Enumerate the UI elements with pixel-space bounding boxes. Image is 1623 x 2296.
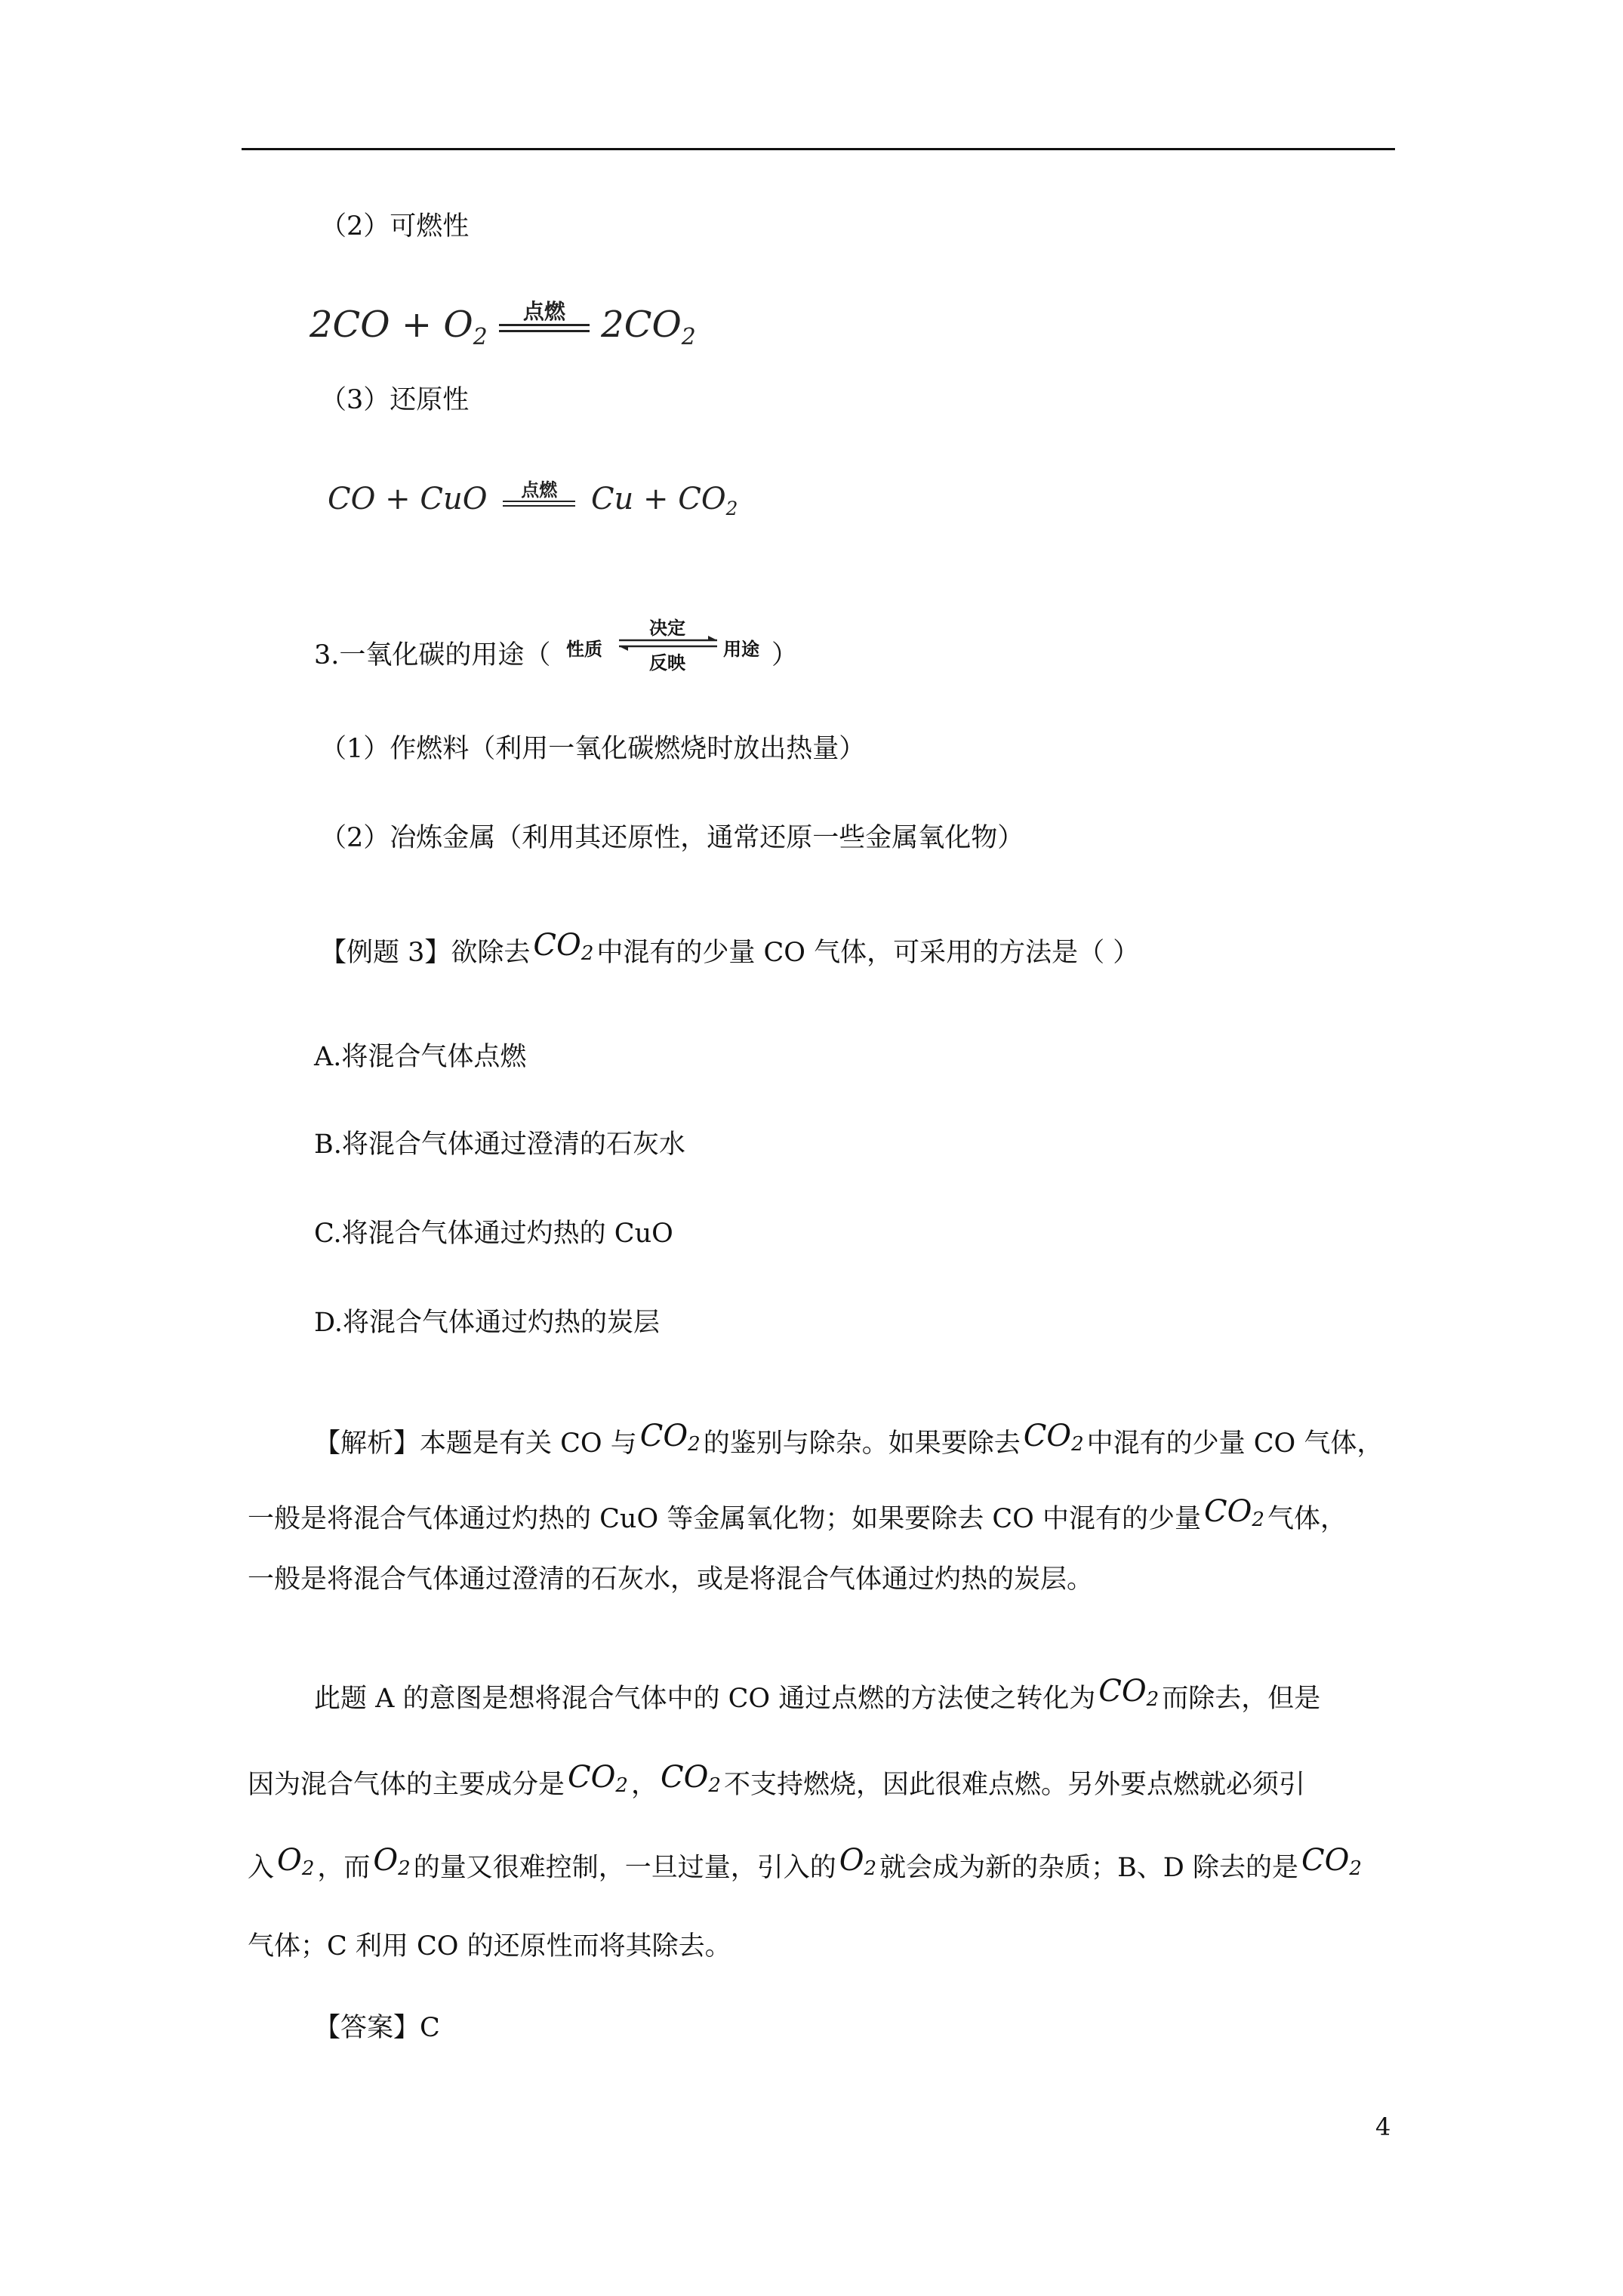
analysis-line-5: 因为混合气体的主要成分是 CO2 ， CO2 不支持燃烧，因此很难点燃。另外要点燃就必须引 <box>248 1760 1305 1800</box>
eq2-condition: 点燃 <box>521 479 558 501</box>
question-stem-b: 中混有的少量 CO 气体，可采用的方法是（ ） <box>596 938 1140 968</box>
page-number: 4 <box>1375 2113 1391 2141</box>
eq2-sign <box>503 481 575 507</box>
eq1-rhs-sub: 2 <box>681 323 696 350</box>
co2-formula: CO2 <box>1023 1419 1084 1456</box>
eq1-lhs-sub: 2 <box>473 323 488 350</box>
eq2-lhs: CO + CuO <box>328 482 488 516</box>
analysis-line-4: 此题 A 的意图是想将混合气体中的 CO 通过点燃的方法使之转化为 CO2 而除去，但是 <box>314 1674 1321 1714</box>
co2-formula: CO2 <box>568 1760 628 1797</box>
option-d: D.将混合气体通过灼热的炭层 <box>314 1308 660 1338</box>
co2-formula: CO2 <box>1301 1843 1362 1880</box>
analysis-line-6: 入 O2 ，而 O2 的量又很难控制，一旦过量，引入的 O2 就会成为新的杂质；B、D 除去的是 CO2 <box>248 1843 1362 1883</box>
relation-left: 性质 <box>566 639 602 660</box>
relation-right: 用途 <box>723 639 759 660</box>
relation-arrows-icon <box>566 618 770 678</box>
option-b: B.将混合气体通过澄清的石灰水 <box>314 1130 685 1160</box>
relation-diagram <box>566 618 770 678</box>
question-stem <box>320 928 1140 972</box>
eq1-lhs: 2CO + O <box>310 304 473 346</box>
co2-formula: CO2 <box>533 928 594 965</box>
eq2-double-line <box>503 501 575 507</box>
answer: 【答案】C <box>314 2013 440 2043</box>
co2-formula: CO2 <box>660 1760 721 1797</box>
text-uses-close: ） <box>771 640 799 670</box>
eq1-rhs: 2CO <box>601 304 682 346</box>
option-c: C.将混合气体通过灼热的 CuO <box>314 1219 673 1249</box>
o2-formula: O2 <box>839 1843 877 1880</box>
o2-formula: O2 <box>277 1843 315 1880</box>
eq1-condition: 点燃 <box>522 299 565 324</box>
analysis-line-2: 一般是将混合气体通过灼热的 CuO 等金属氧化物；如果要除去 CO 中混有的少量 CO2 气体， <box>248 1494 1347 1534</box>
equation-combustion <box>310 299 696 350</box>
analysis-line-3: 一般是将混合气体通过澄清的石灰水，或是将混合气体通过灼热的炭层。 <box>248 1564 1094 1595</box>
eq2-rhs-sub: 2 <box>725 497 738 519</box>
analysis-line-1: 【解析】本题是有关 CO 与 CO2 的鉴别与除杂。如果要除去 CO2 中混有的少量 CO 气体， <box>314 1419 1384 1459</box>
text-flammability: （2）可燃性 <box>320 211 470 242</box>
header-rule <box>242 148 1395 150</box>
o2-formula: O2 <box>373 1843 411 1880</box>
eq1-double-line <box>499 324 590 332</box>
option-a: A.将混合气体点燃 <box>314 1042 527 1072</box>
text-reducibility: （3）还原性 <box>320 385 470 415</box>
analysis-line-7: 气体；C 利用 CO 的还原性而将其除去。 <box>248 1931 731 1962</box>
equation-reduction <box>328 479 738 519</box>
co2-formula: CO2 <box>1098 1674 1160 1711</box>
eq1-sign <box>499 301 590 332</box>
eq2-rhs: Cu + CO <box>590 482 726 516</box>
text-use-fuel: （1）作燃料（利用一氧化碳燃烧时放出热量） <box>320 734 866 764</box>
relation-top: 决定 <box>649 618 685 639</box>
co2-formula: CO2 <box>1204 1494 1264 1531</box>
text-use-metal: （2）冶炼金属（利用其还原性，通常还原一些金属氧化物） <box>320 823 1024 853</box>
relation-bottom: 反映 <box>649 652 685 673</box>
co2-formula: CO2 <box>639 1419 701 1456</box>
question-stem-a: 【例题 3】欲除去 <box>320 938 531 968</box>
text-uses-heading: 3.一氧化碳的用途（ <box>314 640 551 670</box>
